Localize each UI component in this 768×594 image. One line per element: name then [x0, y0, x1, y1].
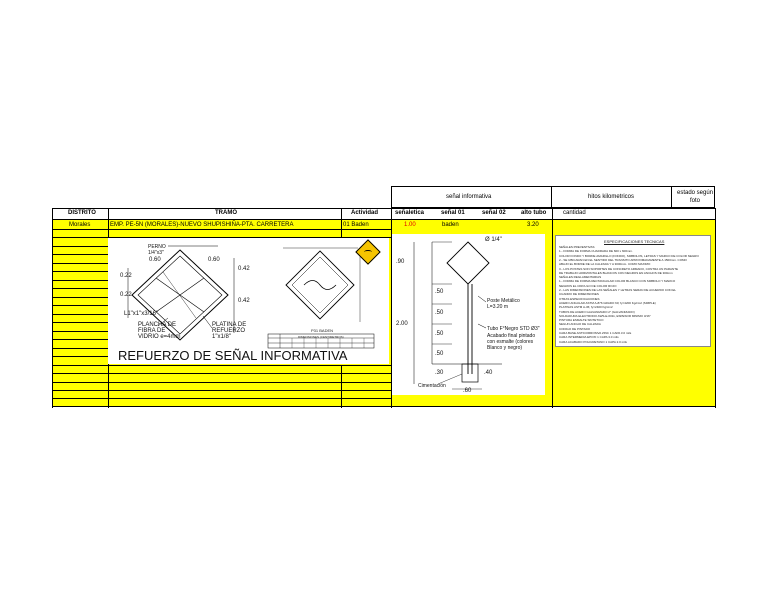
poste-drawing: [392, 234, 545, 395]
spec-line: SEÑALES PREVENTIVAS: [559, 245, 595, 249]
header-estado-label: estado según foto: [676, 190, 714, 204]
spec-line: ACERO ANGULAR ASTM A-876 GRADO 60; fy=4200 Kg/cm2 (SIMPLE): [559, 300, 656, 305]
spec-line: 3.- LOS POSTES SON SOPORTES DE CONCRETO ARMADO, CONTRA UN PARANTE: [559, 266, 679, 271]
dim-040: .40: [484, 370, 493, 376]
spec-line: SOLDADURA ELECTRODO AWS-E-6011, ESPESOR MINIMO 3/16": [559, 313, 651, 318]
column-header-row: [52, 208, 715, 220]
spec-line: DE TRABAJO HORIZONTALES BLANCOS CON NEGROS EN ANCHOS DE 300mm: [559, 270, 673, 275]
dim-022-a: 0.22: [120, 273, 132, 279]
dim-090: .90: [396, 259, 405, 265]
acabado-label: Acabado final pintado con esmalte (colores Blanco y negro): [487, 333, 536, 351]
dim-quarter: Ø 1/4": [485, 237, 502, 243]
row1-senaletica: 1.00: [404, 222, 416, 228]
spec-line: SEÑALES REGLAMENTARIAS: [559, 275, 602, 280]
spec-line: SEGUN ANCHO DE CALZADA: [559, 322, 601, 327]
p31-label: P31 BADEN: [311, 328, 334, 333]
spec-line: CARA BASE ANTICORROSIVA ZINC 1 CAPA 3.0 mils: [559, 331, 632, 335]
spec-line: COLOR FONDO Y BORDE AMARILLO (FONDO), SIMBOLOS, LETRAS Y MARCO DE COLOR NEGRO: [559, 253, 699, 258]
dim-050-b: .50: [435, 310, 444, 316]
dim-050-a: .50: [435, 289, 444, 295]
col-senal02: señal 02: [482, 210, 506, 216]
spec-line: 2.- SE UBICARAN EN EL SENTIDO DEL TRANSITO APROXIMADAMENTE A 1500mm. COMO: [559, 257, 687, 262]
platina-label: PLATINA DE REFUERZO 1"x1/8": [212, 322, 247, 340]
refuerzo-drawing: [108, 238, 389, 364]
dim-042-b: 0.42: [238, 298, 250, 304]
perno-label: PERNO 1/4"x3": [148, 244, 166, 256]
col-senaletica: señaletica: [395, 210, 425, 216]
col-senal01: señal 01: [441, 210, 465, 216]
spec-line: CUADRO DE DIMENSIONES: [559, 292, 599, 297]
dim-022-b: 0.22: [120, 292, 132, 298]
spec-line: CARA INTERMEDIA EPOXI 1 CAPA 3.0 mils: [559, 335, 619, 340]
header-hitos-label: hitos kilometricos: [588, 194, 635, 200]
spec-line: CARA ACABADO POLIURETANO 1 CAPA 2.0 mils: [559, 339, 627, 344]
dim-030: .30: [435, 370, 444, 376]
specs-title: ESPECIFICACIONES TECNICAS: [604, 239, 665, 244]
header-senal-informativa-label: señal informativa: [446, 194, 492, 200]
dim-060: .60: [463, 388, 472, 394]
dim-050-c: .50: [435, 331, 444, 337]
spec-line: TUBOS DE ACERO GALVANIZADO 2" (GALVANIZADO): [559, 309, 635, 314]
tubo-label: Tubo F°Negro STD Ø3": [487, 326, 540, 332]
header-estado-foto: [672, 186, 715, 208]
spec-line: NEGROS EL CIRCULO DE COLOR ROJO: [559, 283, 617, 288]
spec-line: 2.- LAS DIMENSIONES DE LAS SEÑALES Y LETRAS SERAN DE ACUERDO CON EL: [559, 288, 677, 292]
spec-line: PLATINAS ASTM A-36; fy=2400 Kg/cm2: [559, 305, 613, 310]
col-actividad: Actividad: [351, 210, 379, 216]
plancha-label: PLANCHA DE FIBRA DE VIDRIO e=4mm: [138, 322, 181, 340]
header-senal-informativa: [391, 186, 552, 208]
poste-label: Poste Metálico L=3.20 m: [487, 298, 520, 310]
dim-060-a: 0.60: [149, 257, 161, 263]
dim-050-d: .50: [435, 351, 444, 357]
spec-line: ABAJO EL BORDE DE LA CALZADA Y A 3000mm. COMO MAXIMO: [559, 262, 651, 267]
dims-label: DIMENSIONES (CENTIMETROS): [298, 335, 344, 339]
header-hitos-kilometricos: [552, 186, 672, 208]
spec-line: 1.- FORMA DE FORMA RECTANGULAR COLOR BLANCO CON SIMBOLO Y MARCO: [559, 279, 676, 284]
dim-060-b: 0.60: [208, 257, 220, 263]
row1-distrito: Morales: [69, 222, 91, 228]
specs-box: [555, 235, 711, 347]
row1-actividad: 01 Baden: [343, 222, 369, 228]
dim-200: 2.00: [396, 321, 408, 327]
col-alto-tubo: alto tubo: [521, 210, 547, 216]
col-tramo: TRAMO: [215, 210, 237, 216]
spec-line: PINTURA ESMALTE SINTETICO: [559, 318, 604, 323]
spec-line: 1.- FORMA DE FORMA CUADRADA DE 600 x 600mm.: [559, 249, 633, 254]
cimentacion-label: Cimentación: [418, 383, 446, 389]
row1-tramo: EMP. PE-5N (MORALES)-NUEVO SHUPISHIÑA-PTA. CARRETERA: [110, 222, 294, 228]
col-cantidad: cantidad: [563, 210, 586, 216]
dim-042-a: 0.42: [238, 266, 250, 272]
col-distrito: DISTRITO: [68, 210, 96, 216]
spec-line: CODIGO DE PINTADO: [559, 326, 591, 331]
refuerzo-title: REFUERZO DE SEÑAL INFORMATIVA: [118, 348, 348, 363]
row1-senal01: baden: [442, 222, 459, 228]
angle-label: L1"x1"x3/16": [124, 311, 159, 317]
spec-line: OTRAS ESPECIFICACIONES: [559, 296, 600, 301]
row1-alto-tubo: 3.20: [527, 222, 539, 228]
